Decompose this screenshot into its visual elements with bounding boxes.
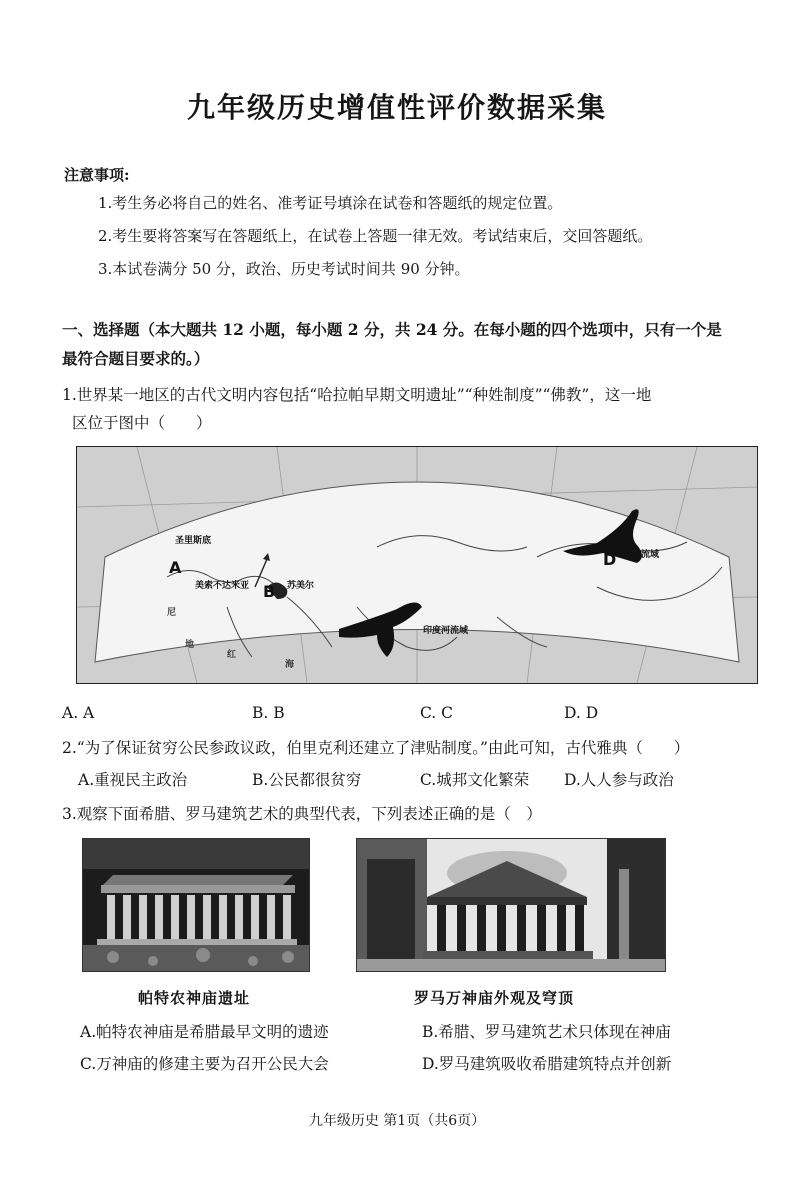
q1-map (76, 446, 758, 684)
section-heading-line1: 一、选择题（本大题共 12 小题，每小题 2 分，共 24 分。在每小题的四个选项中，只有一个是 (62, 320, 722, 339)
map-label-sea1: 地 (185, 640, 195, 650)
map-graphic (77, 447, 757, 683)
note-item-1: 1.考生务必将自己的姓名、准考证号填涂在试卷和答题纸的规定位置。 (98, 194, 563, 212)
page-footer: 九年级历史 第1页（共6页） (308, 1113, 486, 1129)
q2-option-d[interactable]: D.人人参与政治 (564, 771, 674, 789)
q1-option-a[interactable]: A. A (62, 704, 95, 722)
caption-pantheon: 罗马万神庙外观及穹顶 (414, 989, 575, 1007)
q1-option-c[interactable]: C. C (420, 704, 454, 722)
q2-option-b[interactable]: B.公民都很贫穷 (252, 771, 362, 789)
map-label-sea2: 红 (227, 650, 237, 660)
caption-parthenon: 帕特农神庙遗址 (138, 989, 251, 1007)
map-letter-b: B (263, 582, 276, 601)
map-letter-c: C (377, 632, 389, 651)
q2-option-a[interactable]: A.重视民主政治 (78, 771, 188, 789)
section-heading-line2: 最符合题目要求的。） (62, 349, 210, 368)
note-item-3: 3.本试卷满分 50 分，政治、历史考试时间共 90 分钟。 (98, 260, 470, 278)
q2-stem: 2.“为了保证贫穷公民参政议政，伯里克利还建立了津贴制度。”由此可知，古代雅典（ ） (62, 739, 690, 757)
map-label-b-place: 美索不达米亚 (195, 581, 250, 591)
parthenon-photo (82, 838, 310, 972)
map-letter-d: D (603, 550, 617, 569)
parthenon-graphic (83, 839, 309, 971)
q1-stem-line2: 区位于图中（ ） (72, 414, 212, 432)
map-letter-a: A (169, 558, 182, 577)
page-title: 九年级历史增值性评价数据采集 (186, 91, 607, 124)
q3-option-b[interactable]: B.希腊、罗马建筑艺术只体现在神庙 (422, 1023, 671, 1041)
note-item-2: 2.考生要将答案写在答题纸上，在试卷上答题一律无效。考试结束后，交回答题纸。 (98, 227, 653, 245)
q2-option-c[interactable]: C.城邦文化繁荣 (420, 771, 530, 789)
map-label-b-place2: 苏美尔 (287, 581, 315, 591)
pantheon-photo (356, 838, 666, 972)
map-label-river: 尼 (167, 608, 177, 618)
map-label-sea3: 海 (285, 660, 295, 670)
notes-heading: 注意事项: (64, 166, 130, 184)
map-label-c-place: 印度河流域 (423, 626, 469, 636)
q1-stem-line1: 1.世界某一地区的古代文明内容包括“哈拉帕早期文明遗址”“种姓制度”“佛教”，这一地 (62, 386, 652, 404)
map-label-a-place: 圣里斯底 (175, 536, 212, 546)
q3-option-c[interactable]: C.万神庙的修建主要为召开公民大会 (80, 1055, 329, 1073)
map-label-d-place: 长江流域 (623, 550, 660, 560)
q3-option-d[interactable]: D.罗马建筑吸收希腊建筑特点并创新 (422, 1055, 672, 1073)
q1-option-d[interactable]: D. D (564, 704, 599, 722)
q3-stem: 3.观察下面希腊、罗马建筑艺术的典型代表，下列表述正确的是（ ） (62, 805, 542, 823)
q3-option-a[interactable]: A.帕特农神庙是希腊最早文明的遗迹 (80, 1023, 329, 1041)
q1-option-b[interactable]: B. B (252, 704, 285, 722)
pantheon-graphic (357, 839, 665, 971)
